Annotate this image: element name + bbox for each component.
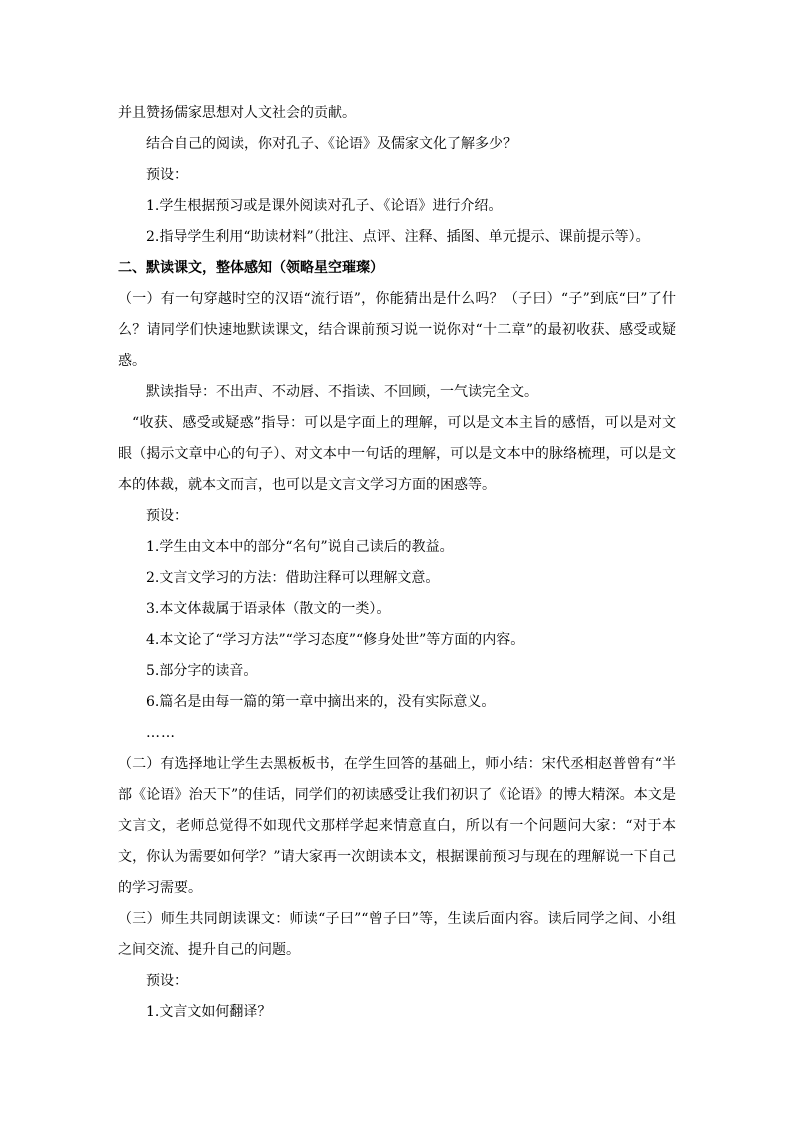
preset-item-translate: 1.文言文如何翻译？	[146, 1004, 272, 1020]
paragraph-reading-question: 结合自己的阅读，你对孔子、《论语》及儒家文化了解多少？	[146, 136, 517, 152]
paragraph-preset-label: 预设：	[146, 167, 188, 183]
paragraph-part-three: （三）师生共同朗读课文：师读“子曰”“曾子曰”等，生读后面内容。读后同学之间、小组之间交流、提升自己的问题。	[118, 911, 676, 958]
list-item: 6.篇名是由每一篇的第一章中摘出来的，没有实际意义。	[146, 694, 496, 710]
document-body	[118, 98, 676, 1028]
paragraph-preset-label-2: 预设：	[146, 508, 188, 524]
paragraph-preset-label-3: 预设：	[146, 973, 188, 989]
list-item: 4.本文论了“学习方法”“学习态度”“修身处世”等方面的内容。	[146, 632, 525, 648]
list-item: 5.部分字的读音。	[146, 663, 258, 679]
section-heading-2: 二、默读课文，整体感知（领略星空璀璨）	[118, 260, 384, 276]
preset-item-2: 2.指导学生利用“助读材料”（批注、点评、注释、插图、单元提示、课前提示等）。	[146, 229, 650, 245]
paragraph-intro-end: 并且赞扬儒家思想对人文社会的贡献。	[118, 105, 356, 121]
list-item: 3.本文体裁属于语录体（散文的一类）。	[146, 601, 391, 617]
list-item: 2.文言文学习的方法：借助注释可以理解文意。	[146, 570, 440, 586]
paragraph-part-one: （一）有一句穿越时空的汉语“流行语”，你能猜出是什么吗？（子曰）“子”到底“曰”了什么？请同学们快速地默读课文，结合课前预习说一说你对“十二章”的最初收获、感受或疑惑。	[118, 291, 676, 369]
paragraph-silent-reading-guide: 默读指导：不出声、不动唇、不指读、不回顾，一气读完全文。	[146, 384, 538, 400]
paragraph-part-two: （二）有选择地让学生去黑板板书，在学生回答的基础上，师小结：宋代丞相赵普曾有“半部《论语》治天下”的佳话，同学们的初读感受让我们初识了《论语》的博大精深。本文是文言文，老师总觉得不如现代文那样学起来情意直白，所以有一个问题问大家：“对于本文，你认为需要如何学？”请大家再一次朗读本文，根据课前预习与现在的理解说一下自己的学习需要。	[118, 756, 676, 896]
paragraph-harvest-guide: “收获、感受或疑惑”指导：可以是字面上的理解，可以是文本主旨的感悟，可以是对文眼（揭示文章中心的句子）、对文本中一句话的理解，可以是文本中的脉络梳理，可以是文本的体裁，就本文而言，也可以是文言文学习方面的困惑等。	[118, 415, 676, 493]
list-item: 1.学生由文本中的部分“名句”说自己读后的教益。	[146, 539, 454, 555]
preset-item-1: 1.学生根据预习或是课外阅读对孔子、《论语》进行介绍。	[146, 198, 503, 214]
ellipsis: ……	[146, 725, 176, 741]
